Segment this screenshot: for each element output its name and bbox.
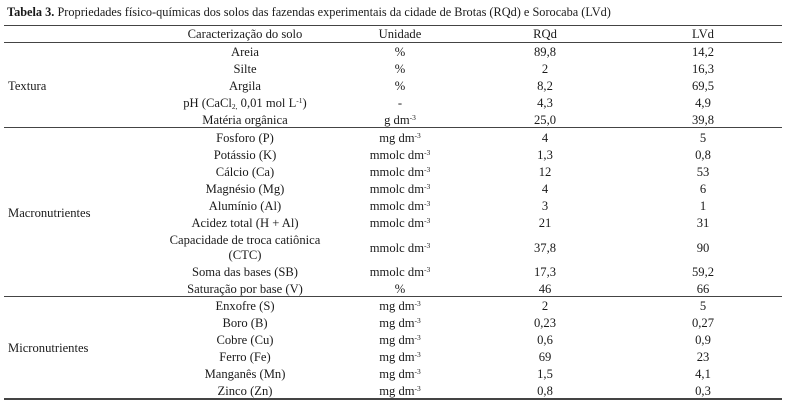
- row-rqd: 12: [538, 165, 552, 179]
- row-unit: %: [394, 282, 406, 296]
- row-unit: %: [394, 79, 406, 93]
- row-lvd: 66: [696, 282, 710, 296]
- row-lvd: 0,3: [695, 384, 711, 398]
- row-unit: mg $dm^{-3}$: [379, 384, 421, 398]
- row-param: Manganês (Mn): [204, 367, 286, 381]
- row-param: Magnésio (Mg): [205, 182, 285, 196]
- row-unit: mmolc $dm^{-3}$: [369, 148, 431, 162]
- row-rqd: 0,6: [537, 333, 553, 347]
- row-unit: mmolc $dm^{-3}$: [369, 199, 431, 213]
- row-rqd: 3: [541, 199, 549, 213]
- row-unit: %: [394, 62, 406, 76]
- row-rqd: 37,8: [533, 240, 557, 255]
- row-param: Ferro (Fe): [219, 350, 271, 364]
- row-rqd: 8,2: [537, 79, 553, 93]
- row-param: Enxofre (S): [215, 299, 275, 313]
- row-lvd: 6: [699, 182, 707, 196]
- row-lvd: 4,1: [695, 367, 711, 381]
- row-param: pH (CaCl$_{2,}$ 0,01 mol $L^{-1}$): [183, 96, 307, 111]
- row-unit: g $dm^{-3}$: [384, 113, 416, 127]
- row-lvd: 39,8: [691, 113, 715, 127]
- row-lvd: 14,2: [691, 45, 715, 59]
- row-unit: %: [394, 45, 406, 59]
- row-lvd: 5: [699, 131, 707, 145]
- row-param: Saturação por base (V): [187, 282, 303, 296]
- row-rqd: 4,3: [537, 96, 553, 110]
- row-unit: -: [397, 96, 403, 110]
- row-lvd: 0,27: [691, 316, 715, 330]
- table-caption-text: Propriedades físico-químicas dos solos das fazendas experimentais da cidade de Brotas (RQd) e Sorocaba (LVd): [54, 5, 611, 19]
- row-param-line-1: Capacidade de troca catiônica: [169, 233, 321, 247]
- row-param: Argila: [229, 79, 261, 93]
- row-rqd: 1,5: [537, 367, 553, 381]
- header-lvd: LVd: [692, 27, 714, 41]
- header-rqd: RQd: [533, 27, 557, 41]
- row-unit: mg $dm^{-3}$: [379, 350, 421, 364]
- row-unit: mmolc $dm^{-3}$: [369, 240, 431, 255]
- row-param: Fosforo (P): [216, 131, 274, 145]
- row-param: Areia: [231, 45, 259, 59]
- row-lvd: 16,3: [691, 62, 715, 76]
- row-rqd: 69: [538, 350, 552, 364]
- row-lvd: 23: [696, 350, 710, 364]
- row-rqd: 2: [541, 299, 549, 313]
- row-rqd: 0,8: [537, 384, 553, 398]
- row-rqd: 2: [541, 62, 549, 76]
- row-param: Alumínio (Al): [208, 199, 282, 213]
- row-unit: mmolc $dm^{-3}$: [369, 216, 431, 230]
- row-unit: mg $dm^{-3}$: [379, 299, 421, 313]
- row-rqd: 17,3: [533, 265, 557, 279]
- row-param: Matéria orgânica: [202, 113, 288, 127]
- row-lvd: 1: [699, 199, 707, 213]
- row-lvd: 59,2: [691, 265, 715, 279]
- row-lvd: 31: [696, 216, 710, 230]
- table-caption-label: Tabela 3.: [7, 5, 55, 19]
- row-unit: mg $dm^{-3}$: [379, 316, 421, 330]
- row-rqd: 1,3: [537, 148, 553, 162]
- row-lvd: 0,9: [695, 333, 711, 347]
- row-lvd: 90: [696, 240, 710, 255]
- row-lvd: 69,5: [691, 79, 715, 93]
- row-rqd: 46: [538, 282, 552, 296]
- group-label: Micronutrientes: [8, 341, 89, 355]
- rule-header: [4, 42, 782, 43]
- row-lvd: 53: [696, 165, 710, 179]
- row-lvd: 0,8: [695, 148, 711, 162]
- row-unit: mg $dm^{-3}$: [379, 131, 421, 145]
- row-param: Cobre (Cu): [216, 333, 274, 347]
- header-caracterizacao: Caracterização do solo: [187, 27, 303, 41]
- row-unit: mmolc $dm^{-3}$: [369, 182, 431, 196]
- row-rqd: 89,8: [533, 45, 557, 59]
- header-unidade: Unidade: [378, 27, 422, 41]
- row-rqd: 4: [541, 182, 549, 196]
- row-param: Boro (B): [222, 316, 268, 330]
- row-unit: mmolc $dm^{-3}$: [369, 165, 431, 179]
- row-param: [150, 233, 340, 262]
- row-rqd: 25,0: [533, 113, 557, 127]
- row-lvd: 5: [699, 299, 707, 313]
- row-unit: mg $dm^{-3}$: [379, 367, 421, 381]
- row-param: Acidez total (H + Al): [191, 216, 299, 230]
- row-param: Silte: [233, 62, 257, 76]
- row-rqd: 0,23: [533, 316, 557, 330]
- rule-top: [4, 25, 782, 26]
- row-rqd: 4: [541, 131, 549, 145]
- table-caption: [7, 5, 611, 20]
- group-label: Macronutrientes: [8, 206, 91, 220]
- row-rqd: 21: [538, 216, 552, 230]
- row-param: Potássio (K): [213, 148, 277, 162]
- row-param: Soma das bases (SB): [192, 265, 298, 279]
- row-unit: mmolc $dm^{-3}$: [369, 265, 431, 279]
- row-param: Cálcio (Ca): [215, 165, 275, 179]
- row-unit: mg $dm^{-3}$: [379, 333, 421, 347]
- group-label: Textura: [8, 78, 47, 93]
- row-lvd: 4,9: [695, 96, 711, 110]
- row-param-line-2: (CTC): [228, 247, 262, 262]
- row-param: Zinco (Zn): [217, 384, 273, 398]
